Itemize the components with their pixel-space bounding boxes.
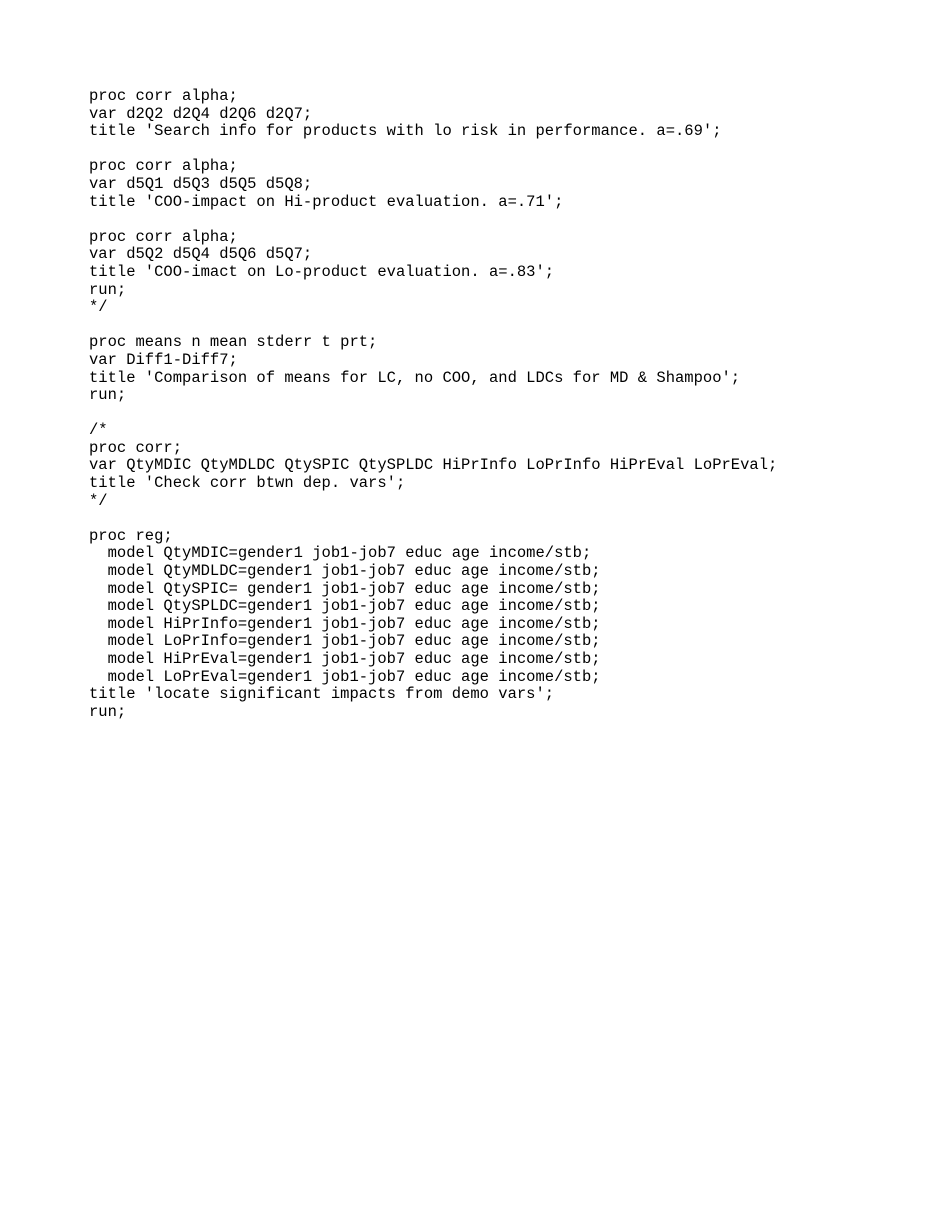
code-line: title 'Check corr btwn dep. vars'; — [89, 474, 406, 493]
code-line: /* — [89, 421, 108, 440]
code-line: proc reg; — [89, 526, 173, 545]
code-line: */ — [89, 491, 108, 510]
code-line — [89, 211, 777, 229]
code-line: model HiPrInfo=gender1 job1-job7 educ age income/stb; — [89, 614, 601, 633]
code-line: title 'COO-imact on Lo-product evaluation. a=.83'; — [89, 262, 555, 281]
code-line — [89, 317, 777, 335]
code-line: proc corr alpha; — [89, 87, 238, 105]
code-line: proc corr; — [89, 438, 183, 457]
code-line: model LoPrEval=gender1 job1-job7 educ age income/stb; — [89, 667, 601, 686]
code-line: run; — [89, 702, 127, 721]
code-line: var Diff1-Diff7; — [89, 350, 238, 369]
code-line: var d5Q2 d5Q4 d5Q6 d5Q7; — [89, 245, 313, 264]
code-line: run; — [89, 280, 127, 299]
code-line: var d5Q1 d5Q3 d5Q5 d5Q8; — [89, 174, 313, 193]
code-line: title 'Comparison of means for LC, no COO, and LDCs for MD & Shampoo'; — [89, 368, 741, 387]
code-listing — [89, 88, 777, 721]
code-line: */ — [89, 298, 108, 317]
code-line: title 'COO-impact on Hi-product evaluation. a=.71'; — [89, 192, 564, 211]
code-line: proc corr alpha; — [89, 227, 238, 246]
code-line: title 'Search info for products with lo risk in performance. a=.69'; — [89, 122, 722, 141]
code-line: proc means n mean stderr t prt; — [89, 333, 378, 352]
code-line: var d2Q2 d2Q4 d2Q6 d2Q7; — [89, 104, 313, 123]
code-line: model QtyMDLDC=gender1 job1-job7 educ age income/stb; — [89, 562, 601, 581]
code-line — [89, 141, 777, 159]
code-line — [89, 405, 777, 423]
code-line: model HiPrEval=gender1 job1-job7 educ age income/stb; — [89, 650, 601, 668]
code-line: model LoPrInfo=gender1 job1-job7 educ age income/stb; — [89, 632, 601, 651]
code-line: model QtySPLDC=gender1 job1-job7 educ age income/stb; — [89, 597, 601, 616]
code-line: model QtyMDIC=gender1 job1-job7 educ age income/stb; — [89, 544, 592, 563]
code-line — [89, 510, 777, 528]
code-line: proc corr alpha; — [89, 157, 238, 176]
code-line: run; — [89, 386, 127, 405]
code-line: title 'locate significant impacts from demo vars'; — [89, 685, 555, 704]
code-line: var QtyMDIC QtyMDLDC QtySPIC QtySPLDC HiPrInfo LoPrInfo HiPrEval LoPrEval; — [89, 456, 778, 475]
code-line: model QtySPIC= gender1 job1-job7 educ age income/stb; — [89, 579, 601, 598]
